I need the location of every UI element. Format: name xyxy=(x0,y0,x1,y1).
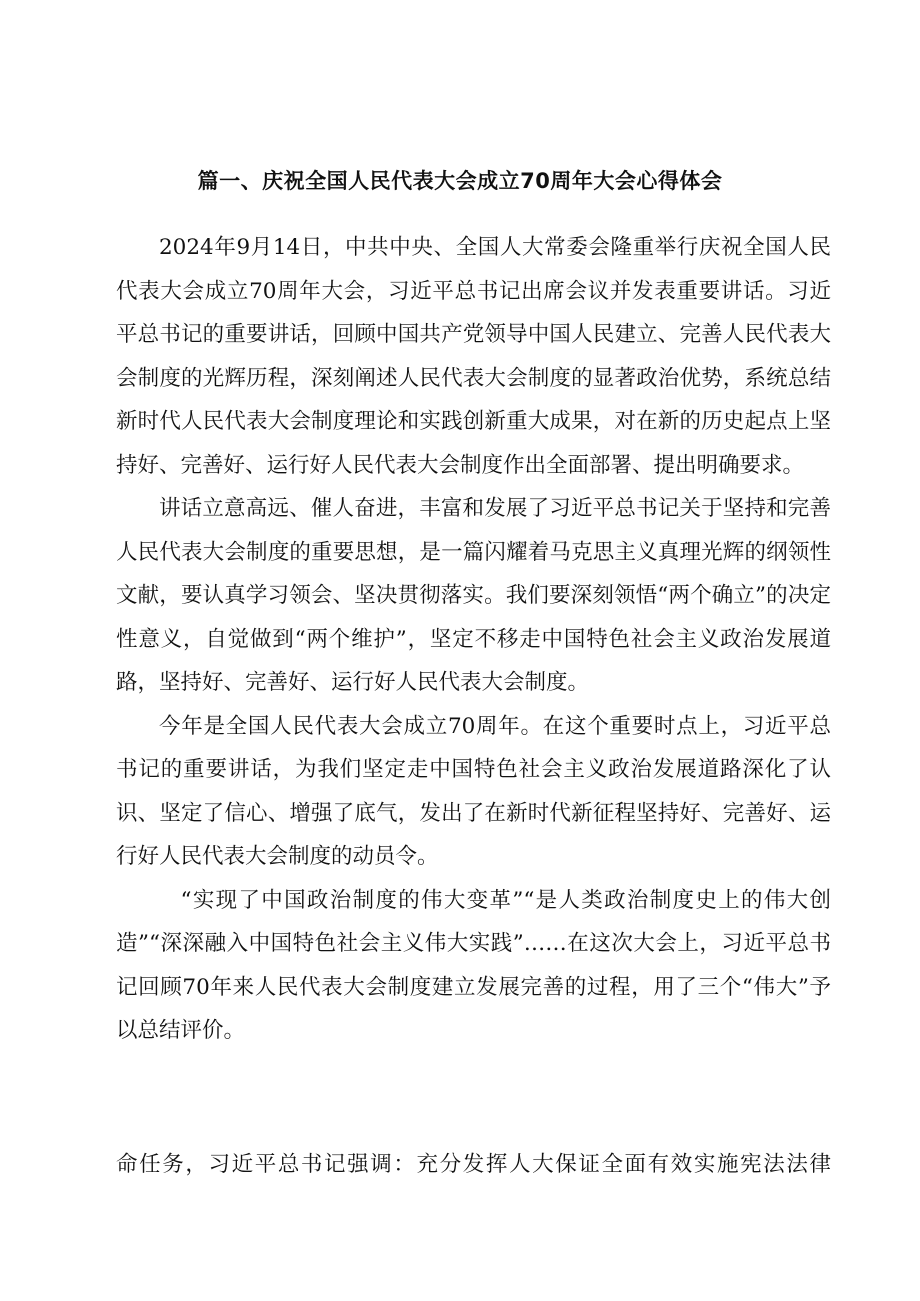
paragraph-3: 今年是全国人民代表大会成立70周年。在这个重要时点上，习近平总书记的重要讲话，为我们坚定走中国特色社会主义政治发展道路深化了认识、坚定了信心、增强了底气，发出了在新时代新征程坚持好、完善好、运行好人民代表大会制度的动员令。 xyxy=(116,713,831,869)
continued-text-line: 命任务，习近平总书记强调：充分发挥人大保证全面有效实施宪法法律 xyxy=(116,1152,831,1177)
document-body xyxy=(116,226,831,1053)
paragraph-1: 2024年9月14日，中共中央、全国人大常委会隆重举行庆祝全国人民代表大会成立70周年大会，习近平总书记出席会议并发表重要讲话。习近平总书记的重要讲话，回顾中国共产党领导中国人民建立、完善人民代表大会制度的光辉历程，深刻阐述人民代表大会制度的显著政治优势，系统总结新时代人民代表大会制度理论和实践创新重大成果，对在新的历史起点上坚持好、完善好、运行好人民代表大会制度作出全面部署、提出明确要求。 xyxy=(116,235,831,478)
paragraph-2: 讲话立意高远、催人奋进，丰富和发展了习近平总书记关于坚持和完善人民代表大会制度的重要思想，是一篇闪耀着马克思主义真理光辉的纲领性文献，要认真学习领会、坚决贯彻落实。我们要深刻领悟“两个确立”的决定性意义，自觉做到“两个维护”，坚定不移走中国特色社会主义政治发展道路，坚持好、完善好、运行好人民代表大会制度。 xyxy=(116,496,831,695)
document-title: 篇一、庆祝全国人民代表大会成立70周年大会心得体会 xyxy=(197,169,723,193)
paragraph-4: “实现了中国政治制度的伟大变革”“是人类政治制度史上的伟大创造”“深深融入中国特色社会主义伟大实践”……在这次大会上，习近平总书记回顾70年来人民代表大会制度建立发展完善的过程，用了三个“伟大”予以总结评价。 xyxy=(116,887,831,1043)
